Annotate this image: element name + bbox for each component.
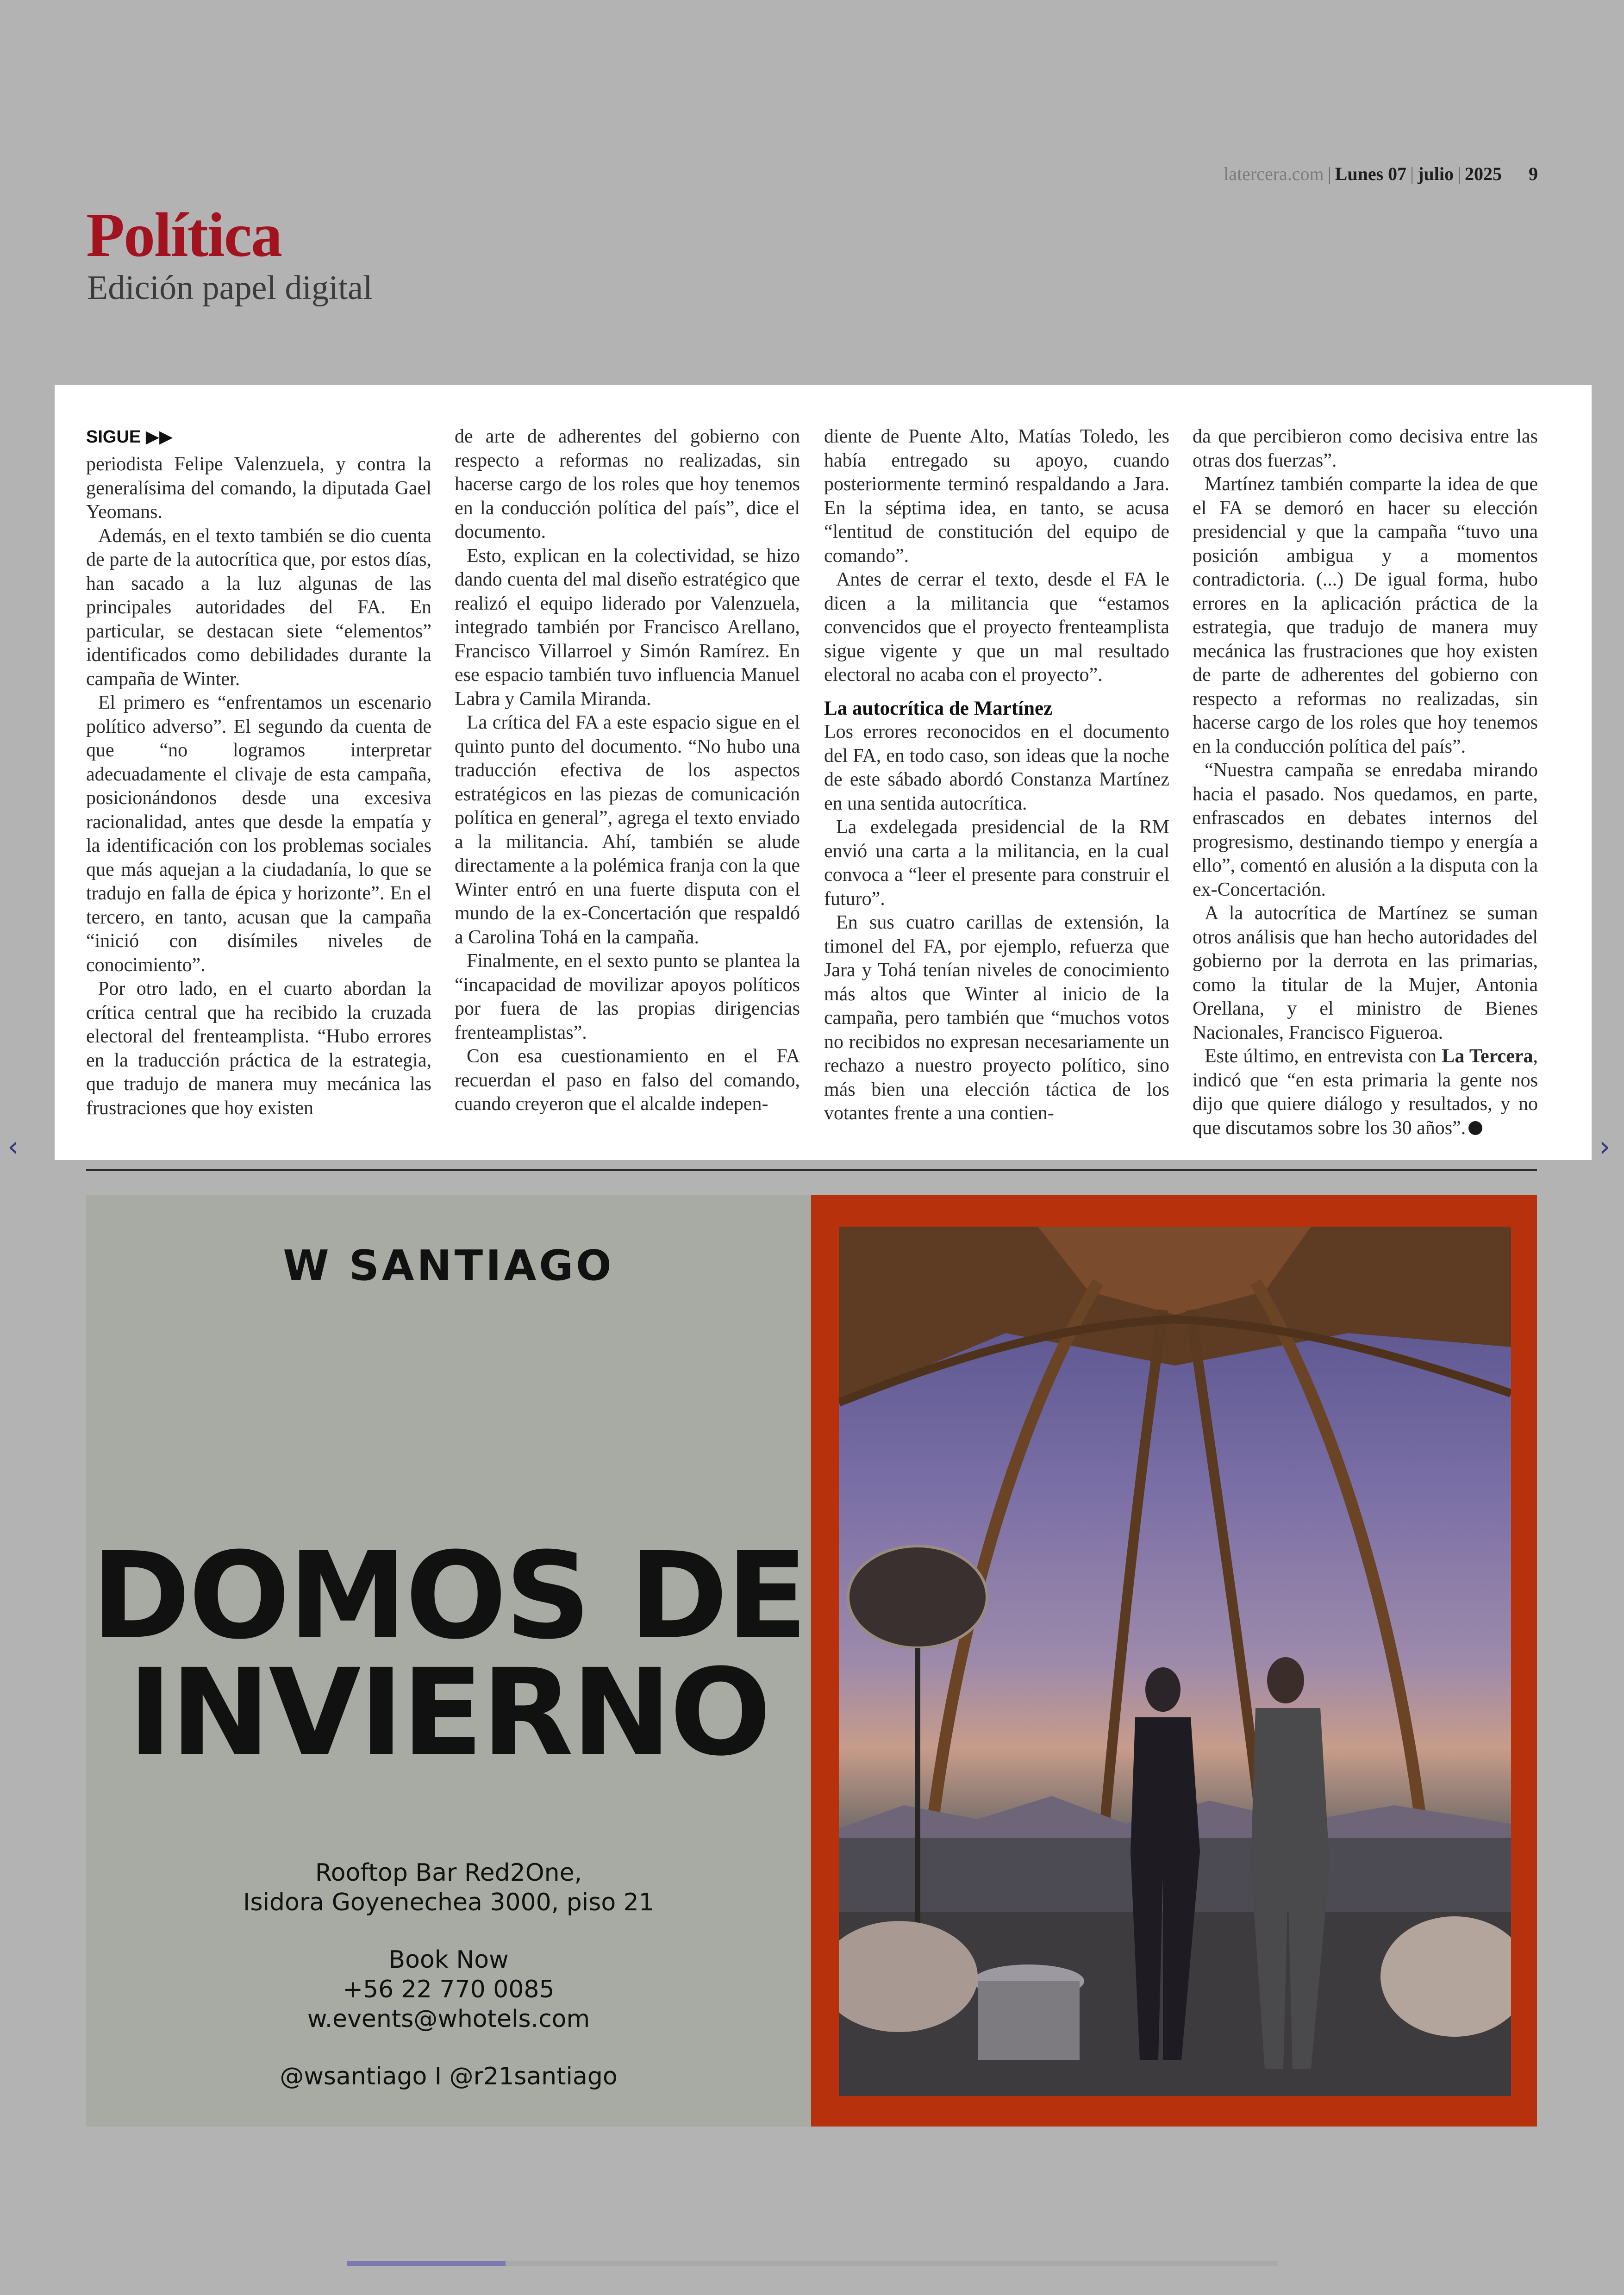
ad-photo-dome-couple <box>839 1227 1511 2096</box>
ad-cta: Book Now <box>388 1946 509 1974</box>
article-column-2 <box>455 425 800 1116</box>
paragraph: de arte de adherentes del gobierno con respecto a reformas no realizadas, sin hacerse cargo de los roles que hoy tenemos en la conducción política del país”, dice el documento. <box>455 426 800 543</box>
newspaper-name: La Tercera <box>1442 1046 1533 1067</box>
article-subheading: La autocrítica de Martínez <box>824 697 1053 719</box>
next-page-arrow-icon[interactable]: › <box>1599 1129 1611 1163</box>
advertisement-text-panel[interactable] <box>86 1195 811 2127</box>
article-column-1 <box>86 425 431 1120</box>
paragraph: A la autocrítica de Martínez se suman otros análisis que han hecho autoridades del gobierno por la derrota en las primarias, como la titular de la Mujer, Antonia Orellana, y el ministro de Bienes Nacionales, Francisco Figueroa. <box>1193 903 1538 1043</box>
continues-label: SIGUE ▶▶ <box>86 427 173 447</box>
paragraph: periodista Felipe Valenzuela, y contra la generalísima del comando, la diputada Gael Yeomans. <box>86 454 431 523</box>
dateline: latercera.com | Lunes 07 | julio | 2025 9 <box>1224 163 1538 184</box>
paragraph: La crítica del FA a este espacio sigue en el quinto punto del documento. “No hubo una traducción efectiva de los aspectos estratégicos en las piezas de comunicación política en general”, agrega el texto enviado a la militancia. Ahí, también se alude directamente a la polémica franja con la que Winter entró en una fuerte disputa con el mundo de la ex-Concertación que respaldó a Carolina Tohá en la campaña. <box>455 712 800 948</box>
site-name: latercera.com <box>1224 163 1324 184</box>
paragraph: Además, en el texto también se dio cuenta de parte de la autocrítica que, por estos días, han sacado a la luz algunas de las principales autoridades del FA. En particular, se destacan siete “elementos” identificados como debilidades durante la campaña de Winter. <box>86 525 431 690</box>
paragraph: Antes de cerrar el texto, desde el FA le dicen a la militancia que “estamos convencidos que el proyecto frenteamplista sigue vigente y que un mal resultado electoral no acaba con el proyecto”. <box>824 569 1169 686</box>
ad-email: w.events@whotels.com <box>307 2005 590 2033</box>
article-column-3 <box>824 425 1169 1126</box>
paragraph: Finalmente, en el sexto punto se plantea la “incapacidad de movilizar apoyos políticos por fuera de las propias dirigencias frenteamplistas”. <box>455 950 800 1043</box>
dateline-day: Lunes 07 <box>1335 163 1407 184</box>
paragraph: En sus cuatro carillas de extensión, la timonel del FA, por ejemplo, refuerza que Jara y Tohá tenían niveles de conocimiento más altos que Winter al inicio de la campaña, pero también que “muchos votos no recibidos no expresan necesariamente un rechazo a nuestro proyecto político, sino más bien una elección táctica de los votantes frente a una contien- <box>824 912 1169 1124</box>
dateline-month: julio <box>1418 163 1454 184</box>
paragraph: Por otro lado, en el cuarto abordan la crítica central que ha recibido la cruzada electoral del frenteamplista. “Hubo errores en la traducción práctica de la estrategia, que tradujo de manera muy mecánica las frustraciones que hoy existen <box>86 978 431 1119</box>
paragraph: El primero es “enfrentamos un escenario político adverso”. El segundo da cuenta de que “no logramos interpretar adecuadamente el clivaje de esta campaña, posicionándonos desde una excesiva racionalidad, antes que desde la empatía y la identificación con los problemas sociales que más aquejan a la ciudadanía, lo que se tradujo en falla de épica y horizonte”. En el tercero, en tanto, acusan que la campaña “inició con disímiles niveles de conocimiento”. <box>86 692 431 976</box>
ad-headline: DOMOS DE INVIERNO <box>91 1527 806 1782</box>
article-panel <box>55 385 1592 1160</box>
paragraph: da que percibieron como decisiva entre las otras dos fuerzas”. <box>1193 426 1538 471</box>
article-column-4 <box>1193 425 1538 1140</box>
paragraph: Martínez también comparte la idea de que el FA se demoró en hacer su elección presidencial y que la campaña “tuvo una posición ambigua y a momentos contradictoria. (...) De igual forma, hubo errores en la aplicación práctica de la estrategia, que tradujo de manera muy mecánica las frustraciones que hoy existen de parte de adherentes del gobierno con respecto a reformas no realizadas, sin hacerse cargo de los roles que hoy tenemos en la conducción política del país”. <box>1193 474 1538 757</box>
end-mark-icon <box>1468 1121 1482 1135</box>
section-title: Política <box>86 200 282 270</box>
ad-contact-info <box>86 1858 811 2091</box>
ad-phone: +56 22 770 0085 <box>343 1976 555 2003</box>
ad-address: Isidora Goyenechea 3000, piso 21 <box>243 1889 654 1916</box>
paragraph: Los errores reconocidos en el documento del FA, en todo caso, son ideas que la noche de este sábado abordó Constanza Martínez en una sentida autocrítica. <box>824 721 1169 814</box>
advertisement-photo-frame[interactable] <box>811 1195 1537 2127</box>
paragraph: diente de Puente Alto, Matías Toledo, les había entregado su apoyo, cuando posteriormente terminó respaldando a Jara. En la séptima idea, en tanto, se acusa “lentitud de constitución del equipo de comando”. <box>824 426 1169 567</box>
dateline-year: 2025 <box>1465 163 1502 184</box>
paragraph: “Nuestra campaña se enredaba mirando hacia el pasado. Nos quedamos, en parte, enfrascados en debates internos del progresismo, destinando tiempo y energía a ello”, comentó en alusión a la disputa con la ex-Concertación. <box>1193 760 1538 900</box>
section-subtitle: Edición papel digital <box>87 269 373 307</box>
page-number: 9 <box>1529 163 1538 184</box>
divider-rule <box>86 1169 1537 1171</box>
previous-page-arrow-icon[interactable]: ‹ <box>7 1129 19 1163</box>
paragraph: Con esa cuestionamiento en el FA recuerdan el paso en falso del comando, cuando creyeron que el alcalde indepen- <box>455 1046 800 1115</box>
ad-social-handles: @wsantiago I @r21santiago <box>280 2063 618 2090</box>
reader-progress-fill <box>347 2261 506 2266</box>
paragraph: La exdelegada presidencial de la RM envió una carta a la militancia, en la cual convoca a “leer el presente para construir el futuro”. <box>824 817 1169 910</box>
ad-venue: Rooftop Bar Red2One, <box>315 1859 582 1887</box>
paragraph: Esto, explican en la colectividad, se hizo dando cuenta del mal diseño estratégico que realizó el equipo liderado por Valenzuela, integrado también por Francisco Arellano, Francisco Villarroel y Simón Ramírez. En ese espacio también tuvo influencia Manuel Labra y Camila Miranda. <box>455 545 800 710</box>
ad-brand-logo: W SANTIAGO <box>283 1241 614 1290</box>
paragraph-final: Este último, en entrevista con La Tercera, indicó que “en esta primaria la gente nos dijo que quiere diálogo y resultados, y no que discutamos sobre los 30 años”. <box>1193 1046 1538 1139</box>
